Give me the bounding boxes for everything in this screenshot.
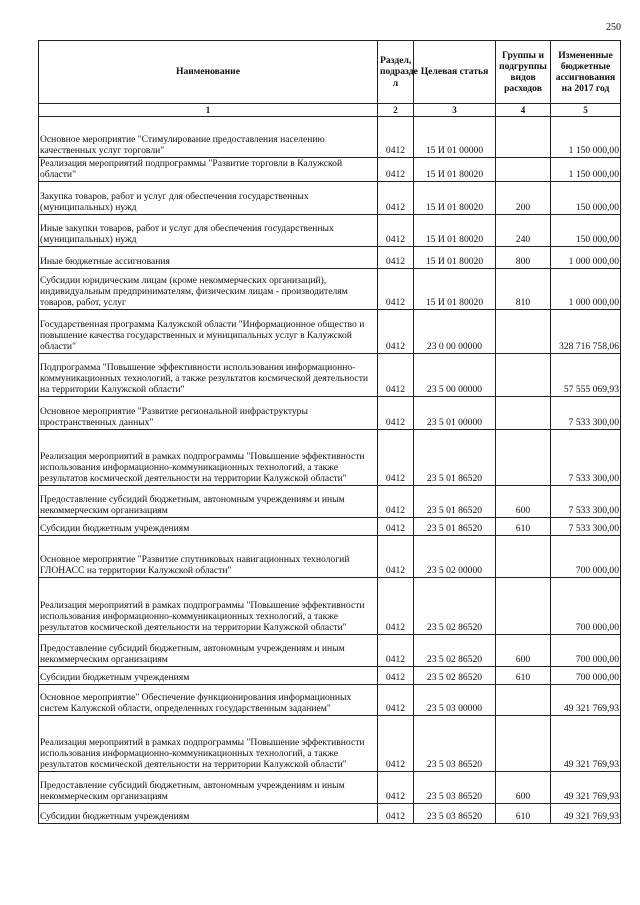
- row-amount: 7 533 300,00: [551, 397, 621, 430]
- row-name: Предоставление субсидий бюджетным, автономным учреждениям и иным некоммерческим организациям: [39, 486, 378, 518]
- table-row: [39, 716, 621, 772]
- column-number: 1: [39, 104, 378, 117]
- row-name: Предоставление субсидий бюджетным, автономным учреждениям и иным некоммерческим организациям: [39, 635, 378, 667]
- row-group: [496, 117, 551, 158]
- row-section: 0412: [378, 685, 414, 716]
- row-group: 600: [496, 486, 551, 518]
- row-amount: 150 000,00: [551, 215, 621, 247]
- row-target: 23 5 01 86520: [414, 486, 496, 518]
- row-amount: 49 321 769,93: [551, 685, 621, 716]
- row-amount: 150 000,00: [551, 182, 621, 215]
- row-target: 23 5 01 86520: [414, 430, 496, 486]
- table-row: [39, 430, 621, 486]
- row-group: 600: [496, 772, 551, 804]
- row-target: 23 0 00 00000: [414, 310, 496, 354]
- table-row: [39, 772, 621, 804]
- row-section: 0412: [378, 635, 414, 667]
- row-amount: 700 000,00: [551, 536, 621, 578]
- table-row: [39, 397, 621, 430]
- row-group: [496, 536, 551, 578]
- row-section: 0412: [378, 486, 414, 518]
- table-row: [39, 804, 621, 824]
- row-group: [496, 578, 551, 635]
- column-number-row: [39, 104, 621, 117]
- header-group: Группы и подгруппы видов расходов: [496, 41, 551, 104]
- row-name: Основное мероприятие "Стимулирование предоставления населению качественных услуг торговли": [39, 117, 378, 158]
- row-group: 610: [496, 804, 551, 824]
- row-amount: 49 321 769,93: [551, 804, 621, 824]
- row-target: 15 И 01 80020: [414, 247, 496, 269]
- table-row: [39, 486, 621, 518]
- row-target: 23 5 03 00000: [414, 685, 496, 716]
- row-section: 0412: [378, 518, 414, 536]
- row-section: 0412: [378, 716, 414, 772]
- row-section: 0412: [378, 269, 414, 310]
- row-target: 23 5 02 86520: [414, 667, 496, 685]
- table-row: [39, 635, 621, 667]
- row-target: 23 5 01 86520: [414, 518, 496, 536]
- row-name: Реализация мероприятий подпрограммы "Развитие торговли в Калужской области": [39, 158, 378, 182]
- table-row: [39, 247, 621, 269]
- table-row: [39, 518, 621, 536]
- row-group: [496, 354, 551, 397]
- table-row: [39, 578, 621, 635]
- row-amount: 700 000,00: [551, 578, 621, 635]
- row-amount: 328 716 758,06: [551, 310, 621, 354]
- row-section: 0412: [378, 772, 414, 804]
- row-target: 23 5 02 86520: [414, 578, 496, 635]
- table-body: [39, 117, 621, 824]
- row-name: Основное мероприятие "Развитие спутниковых навигационных технологий ГЛОНАСС на территории Калужской области": [39, 536, 378, 578]
- row-group: [496, 716, 551, 772]
- row-name: Субсидии бюджетным учреждениям: [39, 518, 378, 536]
- row-section: 0412: [378, 310, 414, 354]
- row-amount: 1 000 000,00: [551, 269, 621, 310]
- row-group: 800: [496, 247, 551, 269]
- table-row: [39, 310, 621, 354]
- row-target: 23 5 03 86520: [414, 804, 496, 824]
- header-name: Наименование: [39, 41, 378, 104]
- row-name: Иные закупки товаров, работ и услуг для обеспечения государственных (муниципальных) нужд: [39, 215, 378, 247]
- row-target: 15 И 01 80020: [414, 158, 496, 182]
- row-amount: 700 000,00: [551, 635, 621, 667]
- row-amount: 1 150 000,00: [551, 158, 621, 182]
- row-target: 23 5 02 86520: [414, 635, 496, 667]
- row-name: Иные бюджетные ассигнования: [39, 247, 378, 269]
- row-section: 0412: [378, 158, 414, 182]
- row-name: Подпрограмма "Повышение эффективности использования информационно-коммуникационных технологий, а также результатов космической деятельности на территории Калужской области": [39, 354, 378, 397]
- row-group: [496, 158, 551, 182]
- row-target: 15 И 01 00000: [414, 117, 496, 158]
- row-amount: 7 533 300,00: [551, 486, 621, 518]
- row-target: 23 5 03 86520: [414, 772, 496, 804]
- row-amount: 49 321 769,93: [551, 772, 621, 804]
- header-row: [39, 41, 621, 104]
- row-group: [496, 310, 551, 354]
- row-group: 600: [496, 635, 551, 667]
- column-number: 4: [496, 104, 551, 117]
- row-name: Субсидии бюджетным учреждениям: [39, 667, 378, 685]
- row-target: 23 5 02 00000: [414, 536, 496, 578]
- table-row: [39, 158, 621, 182]
- row-name: Реализация мероприятий в рамках подпрограммы "Повышение эффективности использования информационно-коммуникационных технологий, а также результатов космической деятельности на территории Калужской области": [39, 716, 378, 772]
- row-section: 0412: [378, 247, 414, 269]
- table-row: [39, 354, 621, 397]
- row-group: 610: [496, 667, 551, 685]
- row-target: 15 И 01 80020: [414, 182, 496, 215]
- row-target: 23 5 03 86520: [414, 716, 496, 772]
- table-row: [39, 685, 621, 716]
- table-row: [39, 117, 621, 158]
- row-group: 810: [496, 269, 551, 310]
- row-name: Основное мероприятие" Обеспечение функционирования информационных систем Калужской области, определенных государственным заданием": [39, 685, 378, 716]
- column-number: 2: [378, 104, 414, 117]
- row-group: [496, 430, 551, 486]
- row-name: Предоставление субсидий бюджетным, автономным учреждениям и иным некоммерческим организациям: [39, 772, 378, 804]
- table-row: [39, 182, 621, 215]
- row-section: 0412: [378, 536, 414, 578]
- row-group: 240: [496, 215, 551, 247]
- row-name: Закупка товаров, работ и услуг для обеспечения государственных (муниципальных) нужд: [39, 182, 378, 215]
- row-amount: 49 321 769,93: [551, 716, 621, 772]
- row-amount: 1 150 000,00: [551, 117, 621, 158]
- row-target: 23 5 00 00000: [414, 354, 496, 397]
- header-amount: Измененные бюджетные ассигнования на 2017 год: [551, 41, 621, 104]
- row-amount: 1 000 000,00: [551, 247, 621, 269]
- row-group: 610: [496, 518, 551, 536]
- row-section: 0412: [378, 182, 414, 215]
- page-number: 250: [606, 22, 621, 33]
- row-group: [496, 397, 551, 430]
- header-section: Раздел, подразде л: [378, 41, 414, 104]
- column-number: 5: [551, 104, 621, 117]
- row-group: 200: [496, 182, 551, 215]
- row-name: Субсидии юридическим лицам (кроме некоммерческих организаций), индивидуальным предпринимателям, физическим лицам - производителям товаров, работ, услуг: [39, 269, 378, 310]
- row-name: Реализация мероприятий в рамках подпрограммы "Повышение эффективности использования информационно-коммуникационных технологий, а также результатов космической деятельности на территории Калужской области": [39, 430, 378, 486]
- table-row: [39, 536, 621, 578]
- row-section: 0412: [378, 430, 414, 486]
- row-section: 0412: [378, 667, 414, 685]
- row-target: 23 5 01 00000: [414, 397, 496, 430]
- row-name: Основное мероприятие "Развитие региональной инфраструктуры пространственных данных": [39, 397, 378, 430]
- row-group: [496, 685, 551, 716]
- table-row: [39, 667, 621, 685]
- row-target: 15 И 01 80020: [414, 269, 496, 310]
- row-section: 0412: [378, 397, 414, 430]
- row-amount: 7 533 300,00: [551, 518, 621, 536]
- row-section: 0412: [378, 117, 414, 158]
- row-amount: 7 533 300,00: [551, 430, 621, 486]
- row-name: Субсидии бюджетным учреждениям: [39, 804, 378, 824]
- header-target: Целевая статья: [414, 41, 496, 104]
- row-section: 0412: [378, 804, 414, 824]
- row-target: 15 И 01 80020: [414, 215, 496, 247]
- row-section: 0412: [378, 354, 414, 397]
- row-name: Реализация мероприятий в рамках подпрограммы "Повышение эффективности использования информационно-коммуникационных технологий, а также результатов космической деятельности на территории Калужской области": [39, 578, 378, 635]
- row-section: 0412: [378, 578, 414, 635]
- table-row: [39, 215, 621, 247]
- row-amount: 700 000,00: [551, 667, 621, 685]
- table-row: [39, 269, 621, 310]
- row-name: Государственная программа Калужской области "Информационное общество и повышение качества государственных и муниципальных услуг в Калужской области": [39, 310, 378, 354]
- row-amount: 57 555 069,93: [551, 354, 621, 397]
- budget-table: [38, 40, 621, 824]
- column-number: 3: [414, 104, 496, 117]
- row-section: 0412: [378, 215, 414, 247]
